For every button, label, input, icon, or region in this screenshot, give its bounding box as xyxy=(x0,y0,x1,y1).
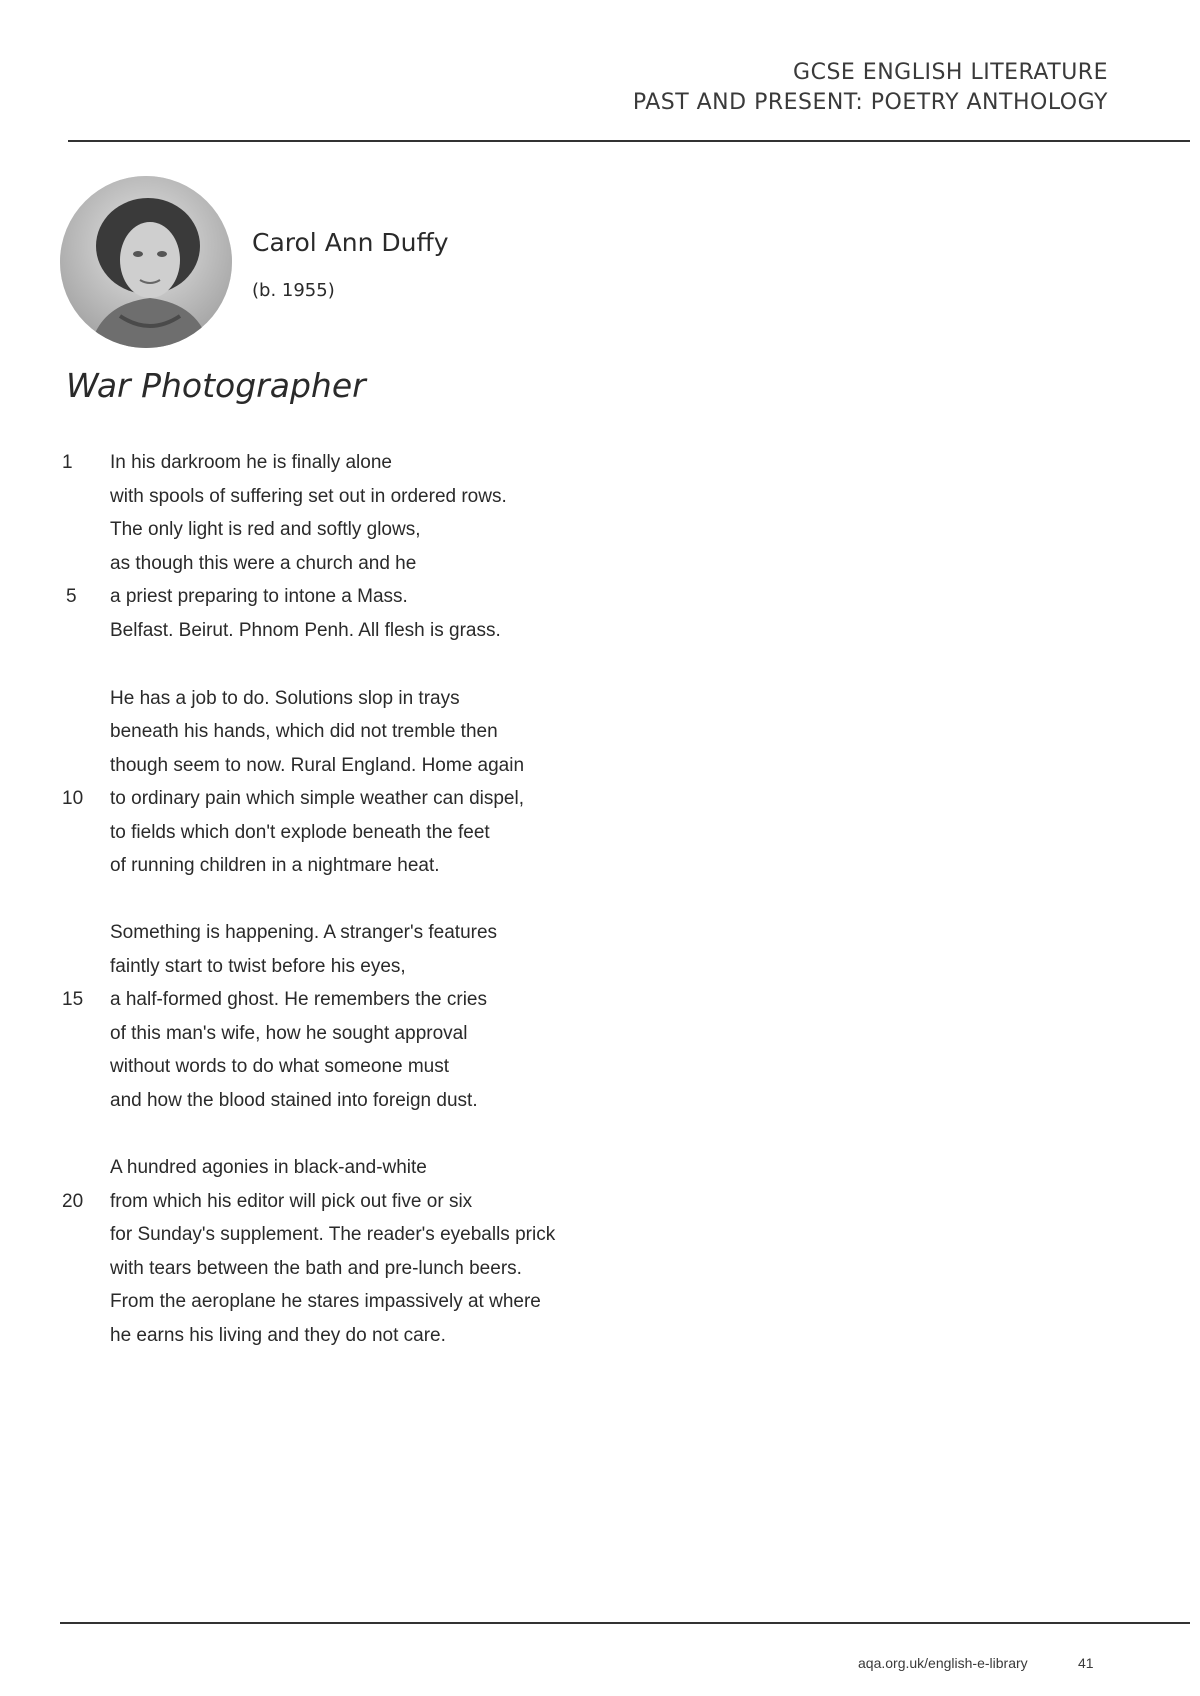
poem-line: Something is happening. A stranger's features xyxy=(110,922,498,943)
poem-line: he earns his living and they do not care. xyxy=(110,1325,446,1346)
poem-line: with tears between the bath and pre-lunch beers. xyxy=(110,1258,522,1279)
line-number: 1 xyxy=(62,452,73,473)
poem-line: to fields which don't explode beneath the feet xyxy=(110,822,490,843)
poem-line: He has a job to do. Solutions slop in trays xyxy=(110,688,460,709)
poem-line: to ordinary pain which simple weather can dispel, xyxy=(110,788,524,809)
poem-line: and how the blood stained into foreign dust. xyxy=(110,1090,478,1111)
poem-line: of running children in a nightmare heat. xyxy=(110,855,440,876)
poem-line: a priest preparing to intone a Mass. xyxy=(110,586,408,607)
footer-url: aqa.org.uk/english-e-library xyxy=(858,1655,1028,1671)
header-course: GCSE ENGLISH LITERATURE xyxy=(793,60,1108,85)
poem-line: From the aeroplane he stares impassively at where xyxy=(110,1291,541,1312)
poem-line: A hundred agonies in black-and-white xyxy=(110,1157,427,1178)
poem-line: of this man's wife, how he sought approval xyxy=(110,1023,468,1044)
poem-line: beneath his hands, which did not tremble then xyxy=(110,721,498,742)
poem-line: without words to do what someone must xyxy=(110,1056,450,1077)
bottom-divider xyxy=(60,1622,1190,1624)
line-number: 20 xyxy=(62,1191,84,1212)
page-number: 41 xyxy=(1078,1655,1094,1671)
line-number: 15 xyxy=(62,989,84,1010)
poem-line: for Sunday's supplement. The reader's eyeballs prick xyxy=(110,1224,556,1245)
poem-line: Belfast. Beirut. Phnom Penh. All flesh is grass. xyxy=(110,620,501,641)
poem-line: though seem to now. Rural England. Home again xyxy=(110,755,525,776)
poem-line: a half-formed ghost. He remembers the cries xyxy=(110,989,487,1010)
poem-line: with spools of suffering set out in ordered rows. xyxy=(110,486,507,507)
poem-line: from which his editor will pick out five or six xyxy=(110,1191,473,1212)
poem-line: as though this were a church and he xyxy=(110,553,417,574)
poem-line: In his darkroom he is finally alone xyxy=(110,452,392,473)
header-anthology: PAST AND PRESENT: POETRY ANTHOLOGY xyxy=(632,90,1108,115)
poem-title: War Photographer xyxy=(66,366,366,405)
line-number: 10 xyxy=(62,788,84,809)
author-dates: (b. 1955) xyxy=(252,280,335,301)
poem-line: The only light is red and softly glows, xyxy=(110,519,421,540)
line-number: 5 xyxy=(66,586,77,607)
poem-line: faintly start to twist before his eyes, xyxy=(110,956,406,977)
author-name: Carol Ann Duffy xyxy=(252,228,449,257)
